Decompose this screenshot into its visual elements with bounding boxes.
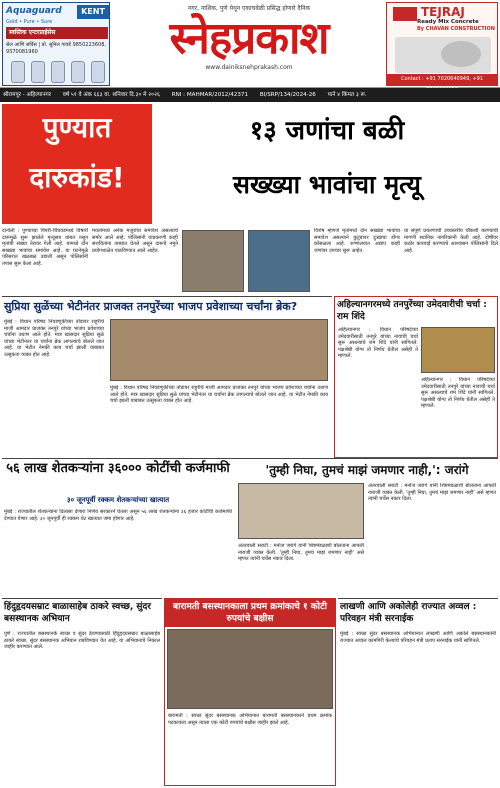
subheadline: ३० जूनपूर्वी रक्कम शेतकऱ्यांच्या खात्यात: [66, 496, 170, 504]
purifier-image: [51, 61, 65, 83]
issue: वर्ष ५१ वे अंक ६६३ वा. शनिवार दि.३० मे २०२६: [62, 92, 160, 98]
ad-brand2: KENT: [77, 5, 109, 19]
pages-price: पाने ४ किंमत ३ रू.: [327, 92, 367, 98]
story-body: मुंबई : विधान परिषद निवडणुकीच्या तोंडावर राहुरीचे माजी आमदार प्राजक्त तनपुरे यांच्या भाजप प्रवेशाच्या चर्चांना उधाण आले होते. मात्र खासदार सुप्रिया सुळे यांच्या भेटीनंतर या चर्चांना ब्रेक लागल्याचे बोलले जात आहे. या भेटीत नेमकी काय चर्चा झाली याबाबत उत्सुकता व्यक्त होत आहे.: [110, 385, 328, 405]
masthead-tagline: नगर, नाशिक, पुणे येथून एकाचवेळी प्रसिद्ध होणारे दैनिक: [187, 5, 311, 12]
lead-col: विशेष म्हणजे मृतांमध्ये दोन सख्ख्या भावांचा समावेश असल्याने कुटुंबावर दुःखाचा डोंगर कोसळला आहे. रुग्णालयात अद्याप काही जणांवर उपचार सुरू आहेत.: [314, 228, 400, 254]
main-headline-banner[interactable]: [0, 104, 500, 224]
jarange-photo: [238, 483, 364, 539]
mixer-truck-image: [395, 37, 491, 73]
purifier-image: [91, 61, 105, 83]
banner-left-line2: दारुकांड!: [29, 161, 125, 194]
headline: लाखणी आणि अकोलेही राज्यात अव्वल : परिवहन मंत्री सरनाईक: [340, 602, 477, 624]
masthead-title-block: [118, 0, 380, 88]
story-lakhani-akole[interactable]: [338, 598, 498, 786]
headline: सुप्रिया सुळेंच्या भेटीनंतर प्राजक्त तनपुरेंच्या भाजप प्रवेशाच्या चर्चांना ब्रेक?: [4, 300, 298, 313]
headline: हिंदुहृदयसम्राट बाळासाहेब ठाकरे स्वच्छ, सुंदर बसस्थानक अभियान: [4, 602, 151, 624]
story-tanpure-bjp[interactable]: [2, 296, 332, 458]
aquaguard-ad[interactable]: [2, 2, 110, 86]
ad-phones: Contact : +91 7020640949, +91: [387, 74, 497, 85]
story-bus-station-campaign[interactable]: [2, 598, 162, 786]
ad-brand: TEJRAJ: [421, 5, 465, 19]
leaders-photo: [110, 319, 328, 381]
purifier-image: [11, 61, 25, 83]
story-baramati-prize[interactable]: [164, 598, 336, 786]
story-body: मुंबई : स्वच्छ सुंदर बसस्थानक अभियानात लाखणी आणि अकोले बसस्थानकांनी राज्यात अव्वल कामगिरी केल्याचे परिवहन मंत्री प्रताप सरनाईक यांनी सांगितले.: [340, 631, 496, 644]
story-body: मुंबई : राज्यातील शेतकऱ्यांना दिलासा देणारा निर्णय सरकारने घेतला असून ५६ लाख शेतकऱ्यांना ३६ हजार कोटींची कर्जमाफी देण्यात येणार आहे. ३० जूनपूर्वी ही रक्कम थेट खात्यात जमा होणार आहे.: [4, 509, 232, 522]
story-body: अंतरवाली सराटी : मनोज जरांगे यांनी शिष्टमंडळाशी बोलताना आपली नाराजी व्यक्त केली. 'तुम्ही निघा, तुमचं माझं जमणार नाही' असे म्हणत त्यांनी चर्चेस नकार दिला.: [368, 483, 496, 503]
headline: ५६ लाख शेतकऱ्यांना ३६००० कोटींची कर्जमाफी: [6, 461, 230, 476]
story-body: बारामती : स्वच्छ सुंदर बसस्थानक अभियानात बारामती बसस्थानकाने प्रथम क्रमांक पटकावला असून त्याला एक कोटी रुपयांचे बक्षीस जाहीर झाले आहे.: [168, 713, 332, 726]
lead-col: मयतांमध्ये अनेक मजुरांचा समावेश असल्याचे समोर आले आहे. पोलिसांनी याप्रकरणी काही संशयितांना ताब्यात घेतले असून दारूचे नमुने प्रयोगशाळेत पाठविण्यात आले आहेत.: [92, 228, 178, 254]
postal: BI/SRP/134/2024-26: [259, 92, 316, 98]
headline: अहिल्यानगरमध्ये तनपुरेंच्या उमेदवारीची चर्चा : राम शिंदे: [337, 300, 487, 322]
ad-contact: सेल आणि सर्विस | प्रो. सुनिल गावडे 9850223608, 9370081960: [6, 42, 106, 55]
lead-col: दानोली : पुण्याच्या पिंपरी-चिंचवडमध्ये विषारी दारूमुळे सुरू झालेले मृत्यूसत्र थांबत नसून मृतांची संख्या तेरावर गेली आहे. यामध्ये दोन सख्ख्या भावांचा समावेश आहे. या घटनेमुळे परिसरात खळबळ उडाली असून पोलिसांनी तपास सुरू केला आहे.: [2, 228, 88, 267]
story-body: अहिल्यानगर : विधान परिषदेच्या उमेदवारीसाठी तनपुरे यांच्या नावाची चर्चा सुरू असल्याचे राम शिंदे यांनी सांगितले. पक्षश्रेष्ठी योग्य तो निर्णय घेतील असेही ते म्हणाले.: [421, 377, 495, 410]
story-loan-waiver-jarange[interactable]: [2, 458, 498, 598]
website[interactable]: www.dainiksnehprakash.com: [205, 64, 293, 71]
banner-right-line1: १३ जणांचा बळी: [249, 116, 405, 146]
ad-tagline: Gold • Pure • Sure: [6, 19, 53, 25]
ad-bar: स्वस्तिक एन्टरप्राईसेस: [6, 27, 108, 39]
ad-sub: Ready Mix Concrete: [417, 19, 479, 25]
headline: बारामती बसस्थानकाला प्रथम क्रमांकाचे १ कोटी रुपयांचे बक्षीस: [165, 599, 335, 627]
story-body: अहिल्यानगर : विधान परिषदेच्या उमेदवारीसाठी तनपुरे यांच्या नावाची चर्चा सुरू असल्याचे राम शिंदे यांनी सांगितले. पक्षश्रेष्ठी योग्य तो निर्णय घेतील असेही ते म्हणाले.: [338, 327, 418, 360]
ad-sub2: By CHAVAN CONSTRUCTION: [417, 26, 495, 32]
shinde-photo: [421, 327, 495, 373]
banner-left-box: [2, 104, 152, 224]
tejraj-logo-icon: [393, 7, 417, 21]
story-ram-shinde[interactable]: [334, 296, 498, 458]
issue-info-strip: [0, 88, 500, 102]
rni: RNI : MAHMAR/2012/42371: [171, 92, 249, 98]
purifier-image: [71, 61, 85, 83]
banner-right-line2: सख्ख्या भावांचा मृत्यू: [233, 170, 421, 199]
story-body: अंतरवाली सराटी : मनोज जरांगे यांनी शिष्टमंडळाशी बोलताना आपली नाराजी व्यक्त केली. 'तुम्ही निघा, तुमचं माझं जमणार नाही' असे म्हणत त्यांनी चर्चेस नकार दिला.: [238, 543, 364, 563]
masthead: [0, 0, 500, 88]
ad-brand: Aquaguard: [6, 6, 62, 16]
lead-photo: [248, 230, 310, 292]
story-body: पुणे : राज्यातील बसस्थानके स्वच्छ व सुंदर ठेवण्यासाठी हिंदुहृदयसम्राट बाळासाहेब ठाकरे स्वच्छ, सुंदर बसस्थानक अभियान राबविण्यात येत आहे. या अभियानाचे निकाल जाहीर करण्यात आले.: [4, 631, 160, 651]
story-body: मुंबई : विधान परिषद निवडणुकीच्या तोंडावर राहुरीचे माजी आमदार प्राजक्त तनपुरे यांच्या भाजप प्रवेशाच्या चर्चांना उधाण आले होते. मात्र खासदार सुप्रिया सुळे यांच्या भेटीनंतर या चर्चांना ब्रेक लागल्याचे बोलले जात आहे. या भेटीत नेमकी काय चर्चा झाली याबाबत उत्सुकता व्यक्त होत आहे.: [4, 319, 104, 358]
purifier-image: [31, 61, 45, 83]
newspaper-title: स्नेहप्रकाश: [169, 13, 329, 64]
place: श्रीरामपूर - अहिल्यानगर: [3, 92, 52, 98]
bus-station-photo: [167, 629, 333, 709]
lead-story-body: [2, 228, 498, 294]
banner-left-line1: पुण्यात: [42, 111, 112, 144]
banner-right: [156, 104, 498, 224]
lead-col: या संपूर्ण प्रकरणाची उच्चस्तरीय चौकशी करण्याची मागणी स्थानिक नागरिकांनी केली आहे. दोषींवर कठोर कारवाई करण्याचे आश्वासन पोलिसांनी दिले आहे.: [404, 228, 498, 254]
lead-photo: [182, 230, 244, 292]
tejraj-ad[interactable]: [386, 2, 498, 86]
headline: 'तुम्ही निघा, तुमचं माझं जमणार नाही,': जरांगे: [265, 463, 469, 477]
